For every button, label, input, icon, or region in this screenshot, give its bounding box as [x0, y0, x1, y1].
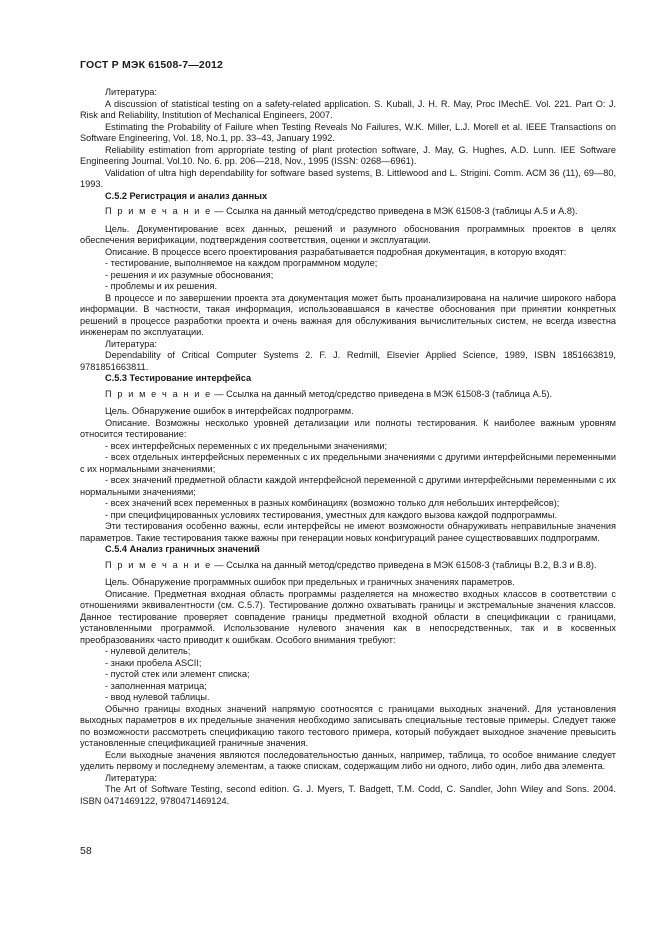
list-item: - всех отдельных интерфейсных переменных с их предельными значениями с другими интерфейсными переменными с их нормальными значениями; — [80, 452, 616, 474]
note-c52 — [80, 206, 616, 218]
note-text: — Ссылка на данный метод/средство приведена в МЭК 61508-3 (таблицы В.2, В.3 и В.8). — [211, 559, 597, 570]
note-c53 — [80, 389, 616, 401]
note-prefix: П р и м е ч а н и е — [105, 388, 212, 399]
reference-item: Estimating the Probability of Failure when Testing Reveals No Failures, W.K. Miller, L.J. Morell et al. IEEE Transactions on Software Engineering, Vol. 18, No.1, pp. 33–43, January 1992. — [80, 121, 616, 143]
section-heading-c52: С.5.2 Регистрация и анализ данных — [105, 190, 268, 201]
note-prefix: П р и м е ч а н и е — [105, 559, 212, 570]
reference-item: Validation of ultra high dependability for software based systems, B. Littlewood and L. Strigini. Comm. ACM 36 (11), 69—80, 1993. — [80, 167, 616, 189]
list-item: - всех значений всех переменных в разных комбинациях (возможно только для небольших интерфейсов); — [105, 498, 560, 508]
list-item: - при специфицированных условиях тестирования, уместных для каждого вызова каждой подпрограммы. — [105, 509, 557, 520]
description-paragraph: Описание. Возможны несколько уровней детализации или полноты тестирования. К наиболее важным уровням относится тестирование: — [80, 417, 616, 439]
reference-item: A discussion of statistical testing on a safety-related application. S. Kuball, J. H. R. May, Proc IMechE. Vol. 221. Part O: J. Risk and Reliability, Institution of Mechanical Engineers, 2007. — [80, 98, 616, 120]
note-text: — Ссылка на данный метод/средство приведена в МЭК 61508-3 (таблицы А.5 и А.8). — [211, 206, 578, 216]
list-item: - решения и их разумные обоснования; — [105, 269, 274, 280]
document-body — [80, 87, 616, 807]
description-paragraph: Описание. В процессе всего проектирования разрабатывается подробная документация, в которую входят: — [105, 246, 567, 257]
section-heading-c53: С.5.3 Тестирование интерфейса — [105, 373, 252, 383]
list-item: - ввод нулевой таблицы. — [105, 692, 210, 702]
note-text: — Ссылка на данный метод/средство приведена в МЭК 61508-3 (таблица А.5). — [211, 388, 553, 399]
note-c54 — [80, 560, 616, 572]
section-heading-c54: С.5.4 Анализ граничных значений — [105, 544, 260, 554]
reference-item: The Art of Software Testing, second edition. G. J. Myers, T. Badgett, T.M. Codd, C. Sandler, John Wiley and Sons. 2004. ISBN 0471469122, 9780471469124. — [80, 784, 616, 806]
list-item: - знаки пробела ASCII; — [105, 657, 202, 668]
references-label: Литература: — [105, 338, 157, 349]
goal-paragraph: Цель. Обнаружение программных ошибок при предельных и граничных значениях параметров. — [105, 577, 515, 587]
body-paragraph: В процессе и по завершении проекта эта документация может быть проанализирована на наличие широкого набора информации. В частности, такая информация, использовавшаяся в качестве обоснования при принятии конкретных решений в процессе разработки проекта и очень важная для обслуживания вычислительных систем, не всегда известна инженерам по эксплуатации. — [80, 292, 616, 337]
description-paragraph: Описание. Предметная входная область программы разделяется на множество входных классов в соответствии с отношениями эквивалентности (см. С.5.7). Тестирование должно охватывать границы и экстремальные значения классов. Данное тестирование проверяет совпадение границы предметной входной области в спецификации с границами, установленными программой. Использование нулевого значения как в непосредственных, так и в косвенных преобразованиях часто приводит к ошибкам. Особого внимания требуют: — [80, 588, 616, 645]
body-paragraph: Если выходные значения являются последовательностью данных, например, таблица, то особое внимание следует уделить первому и последнему элементам, а также спискам, содержащим либо ни одного, либо один, либо два элемента. — [80, 749, 616, 771]
references-label: Литература: — [105, 87, 157, 97]
note-prefix: П р и м е ч а н и е — [105, 206, 212, 216]
list-item: - проблемы и их решения. — [105, 281, 217, 291]
list-item: - всех значений предметной области каждой интерфейсной переменной с другими интерфейсными переменными с их нормальными значениями; — [80, 475, 616, 497]
list-item: - тестирование, выполняемое на каждом программном модуле; — [105, 258, 378, 268]
goal-paragraph: Цель. Обнаружение ошибок в интерфейсах подпрограмм. — [105, 406, 354, 416]
goal-paragraph: Цель. Документирование всех данных, решений и разумного обоснования программных проектов в целях обеспечения верификации, подтверждения соответствия, оценки и эксплуатации. — [80, 223, 616, 245]
body-paragraph: Обычно границы входных значений напрямую соотносятся с границами выходных значений. Для установления выходных параметров в их предельные значения необходимо записывать специальные тестовые примеры. Следует также по возможности рассмотреть спецификацию такого тестового примера, который побуждает выходное значение превысить установленные спецификацией граничные значения. — [80, 703, 616, 748]
reference-item: Dependability of Critical Computer Systems 2. F. J. Redmill, Elsevier Applied Science, 1989, ISBN 1851663819, 9781851663811. — [80, 350, 616, 372]
list-item: - нулевой делитель; — [105, 646, 191, 656]
document-header: ГОСТ Р МЭК 61508-7—2012 — [80, 59, 224, 71]
list-item: - заполненная матрица; — [105, 680, 207, 691]
reference-item: Reliability estimation from appropriate testing of plant protection software, J. May, G. Hughes, A.D. Lunn. IEE Software Engineering Journal. Vol.10. No. 6. pp. 206—218, Nov., 1995 (ISSN: 0268—6961). — [80, 144, 616, 166]
body-paragraph: Эти тестирования особенно важны, если интерфейсы не имеют возможности обнаруживать неправильные значения параметров. Такие тестирования также важны при генерации новых конфигураций ранее существовавших подпрограмм. — [80, 521, 616, 543]
list-item: - всех интерфейсных переменных с их предельными значениями; — [105, 440, 388, 451]
references-label: Литература: — [105, 772, 157, 783]
list-item: - пустой стек или элемент списка; — [105, 669, 250, 679]
page-number: 58 — [80, 845, 92, 857]
